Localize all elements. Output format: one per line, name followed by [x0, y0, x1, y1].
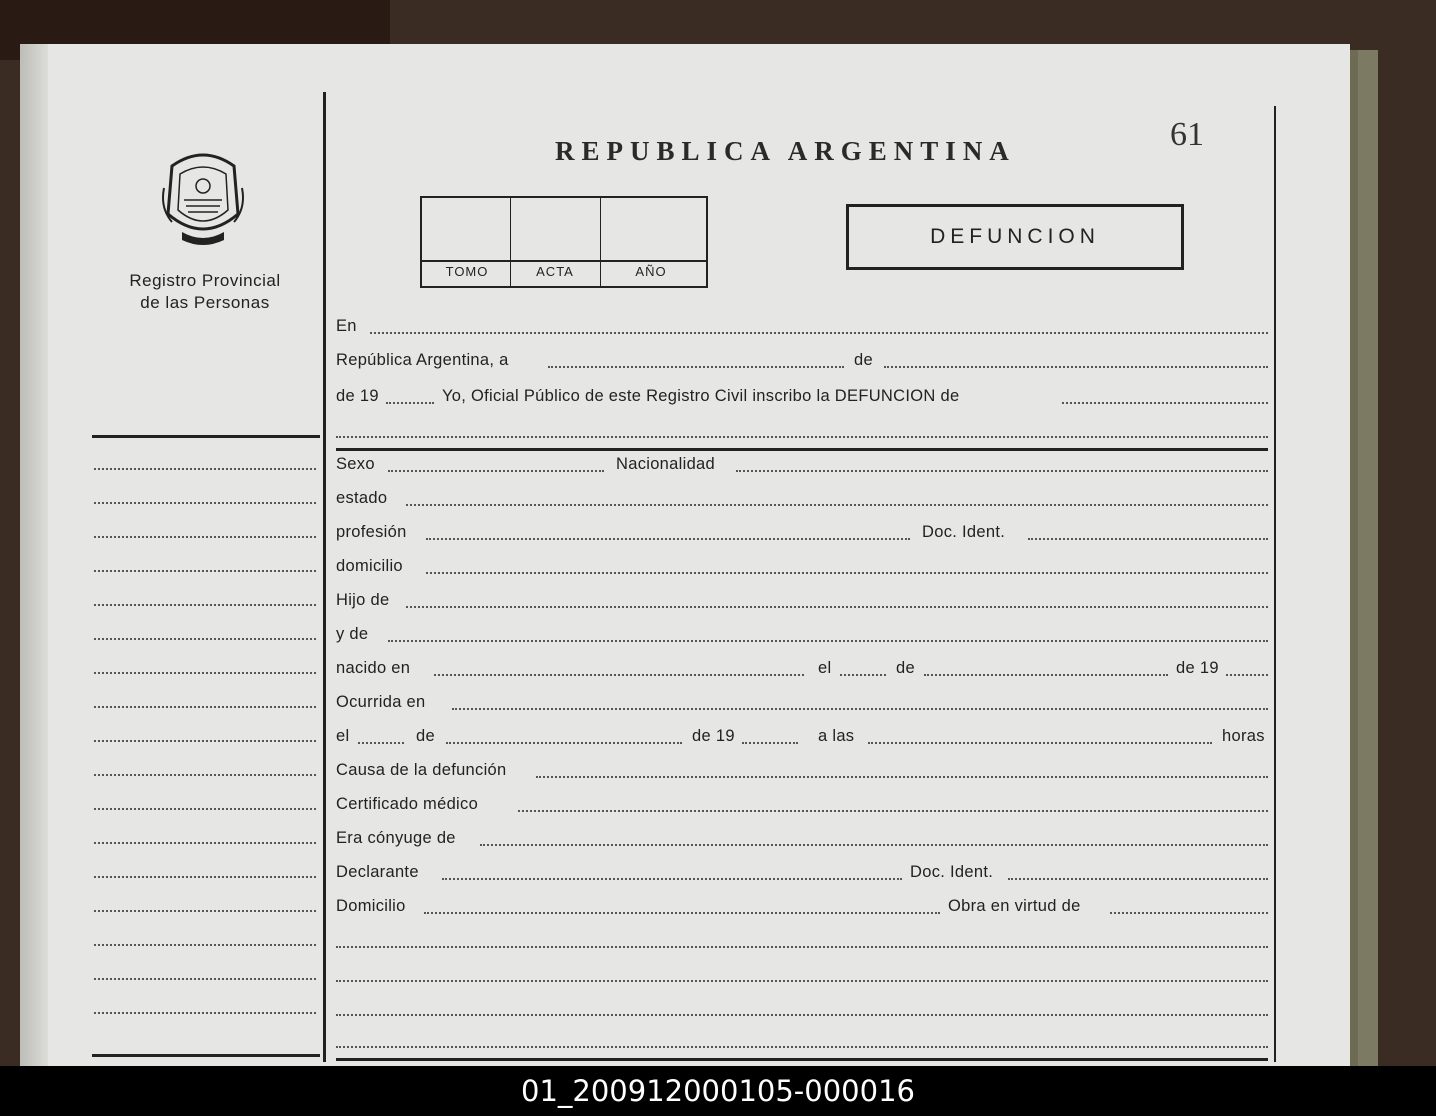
margin-line[interactable] [94, 876, 316, 878]
act-type: DEFUNCION [930, 225, 1100, 248]
field-blank-1[interactable] [336, 946, 1268, 948]
field-day[interactable] [548, 366, 844, 368]
field-month[interactable] [884, 366, 1268, 368]
field-blank-2[interactable] [336, 980, 1268, 982]
margin-line[interactable] [94, 910, 316, 912]
field-lugar-defuncion[interactable] [452, 708, 1268, 710]
image-caption: 01_200912000105-000016 [0, 1066, 1436, 1116]
margin-line[interactable] [94, 468, 316, 470]
label-certificado: Certificado médico [336, 795, 479, 813]
page-number: 61 [1170, 116, 1204, 153]
field-madre[interactable] [388, 640, 1268, 642]
form-row-ocurrida [336, 690, 1268, 714]
form-row-estado [336, 486, 1268, 510]
field-blank-4[interactable] [336, 1046, 1268, 1048]
margin-line[interactable] [94, 842, 316, 844]
left-header-rule [92, 435, 320, 438]
label-nacido-en: nacido en [336, 659, 411, 677]
form-row-y-de [336, 622, 1268, 646]
form-row-nacido [336, 656, 1268, 680]
form-row-blank-4 [336, 1028, 1268, 1052]
registry-line2: de las Personas [140, 293, 270, 312]
field-declarante[interactable] [442, 878, 902, 880]
margin-line[interactable] [94, 570, 316, 572]
label-a-las: a las [818, 727, 855, 745]
label-republica: República Argentina, a [336, 351, 509, 369]
margin-line[interactable] [94, 944, 316, 946]
field-lugar-nacimiento[interactable] [434, 674, 804, 676]
form-row-yo [336, 384, 1268, 408]
form-row-domicilio-decl [336, 894, 1268, 918]
label-yo-oficial: Yo, Oficial Público de este Registro Civil inscribo la DEFUNCION de [442, 387, 960, 405]
field-domicilio-decl[interactable] [424, 912, 940, 914]
label-de19: de 19 [336, 387, 379, 405]
field-blank-3[interactable] [336, 1014, 1268, 1016]
field-nacionalidad[interactable] [736, 470, 1268, 472]
label-obra: Obra en virtud de [948, 897, 1081, 915]
field-ano-nacimiento[interactable] [1226, 674, 1268, 676]
book-reference-table [420, 196, 708, 288]
tomo-label: TOMO [445, 264, 489, 279]
label-ocurrida-en: Ocurrida en [336, 693, 426, 711]
margin-line[interactable] [94, 638, 316, 640]
label-en: En [336, 317, 357, 335]
label-el-def: el [336, 727, 350, 745]
margin-line[interactable] [94, 978, 316, 980]
field-profesion[interactable] [426, 538, 910, 540]
field-deceased-name[interactable] [1062, 402, 1268, 404]
form-row-certificado [336, 792, 1268, 816]
field-mes-defuncion[interactable] [446, 742, 682, 744]
field-dia-nacimiento[interactable] [840, 674, 886, 676]
form-row-hijo [336, 588, 1268, 612]
form-row-fecha-defuncion [336, 724, 1268, 748]
margin-line[interactable] [94, 1012, 316, 1014]
form-row-declarante [336, 860, 1268, 884]
field-mes-nacimiento[interactable] [924, 674, 1168, 676]
registry-name [100, 270, 310, 314]
form-row-domicilio [336, 554, 1268, 578]
label-domicilio: domicilio [336, 557, 403, 575]
label-doc-ident: Doc. Ident. [922, 523, 1006, 541]
margin-line[interactable] [94, 502, 316, 504]
label-causa: Causa de la defunción [336, 761, 507, 779]
label-profesion: profesión [336, 523, 407, 541]
margin-line[interactable] [94, 536, 316, 538]
bottom-rule-left [92, 1054, 320, 1057]
form-row-profesion [336, 520, 1268, 544]
label-estado: estado [336, 489, 388, 507]
country-title: REPUBLICA ARGENTINA [555, 136, 1016, 166]
field-deceased-name-cont[interactable] [336, 436, 1268, 438]
field-doc-ident[interactable] [1028, 538, 1268, 540]
field-en[interactable] [370, 332, 1268, 334]
page-gutter [20, 44, 48, 1066]
form-row-blank-1 [336, 928, 1268, 952]
label-horas: horas [1222, 727, 1265, 745]
margin-line[interactable] [94, 604, 316, 606]
margin-line[interactable] [94, 706, 316, 708]
margin-line[interactable] [94, 774, 316, 776]
form-row-blank-3 [336, 996, 1268, 1020]
field-domicilio[interactable] [426, 572, 1268, 574]
field-conyuge[interactable] [480, 844, 1268, 846]
label-de19-nac: de 19 [1176, 659, 1219, 677]
field-padre[interactable] [406, 606, 1268, 608]
field-year[interactable] [386, 402, 434, 404]
act-type-box [846, 204, 1184, 270]
ano-label: AÑO [635, 264, 667, 279]
form-row-causa [336, 758, 1268, 782]
label-doc-ident-decl: Doc. Ident. [910, 863, 994, 881]
form-row-sexo [336, 452, 1268, 476]
label-hijo-de: Hijo de [336, 591, 390, 609]
left-column-divider [323, 92, 326, 1062]
form-row-continuation [336, 418, 1268, 442]
form-row-conyuge [336, 826, 1268, 850]
margin-line[interactable] [94, 672, 316, 674]
margin-line[interactable] [94, 740, 316, 742]
field-obra[interactable] [1110, 912, 1268, 914]
misiones-seal [160, 148, 246, 248]
bottom-rule-right [336, 1058, 1268, 1061]
label-el: el [818, 659, 832, 677]
form-row-en [336, 314, 1268, 338]
margin-line[interactable] [94, 808, 316, 810]
right-border [1274, 106, 1276, 1062]
field-causa[interactable] [536, 776, 1268, 778]
form-row-republica [336, 348, 1268, 372]
form-page [20, 44, 1350, 1066]
label-conyuge: Era cónyuge de [336, 829, 456, 847]
form-row-blank-2 [336, 962, 1268, 986]
field-doc-ident-decl[interactable] [1008, 878, 1268, 880]
field-ano-defuncion[interactable] [742, 742, 798, 744]
label-de-nac: de [896, 659, 915, 677]
registry-line1: Registro Provincial [129, 271, 281, 290]
field-dia-defuncion[interactable] [358, 742, 404, 744]
label-de: de [854, 351, 873, 369]
acta-label: ACTA [536, 264, 574, 279]
label-sexo: Sexo [336, 455, 375, 473]
field-hora[interactable] [868, 742, 1212, 744]
field-certificado[interactable] [518, 810, 1268, 812]
label-domicilio-decl: Domicilio [336, 897, 406, 915]
field-estado[interactable] [406, 504, 1268, 506]
label-nacionalidad: Nacionalidad [616, 455, 715, 473]
label-de19-def: de 19 [692, 727, 735, 745]
label-y-de: y de [336, 625, 369, 643]
label-declarante: Declarante [336, 863, 419, 881]
header-rule [336, 448, 1268, 451]
label-de-def: de [416, 727, 435, 745]
field-sexo[interactable] [388, 470, 604, 472]
